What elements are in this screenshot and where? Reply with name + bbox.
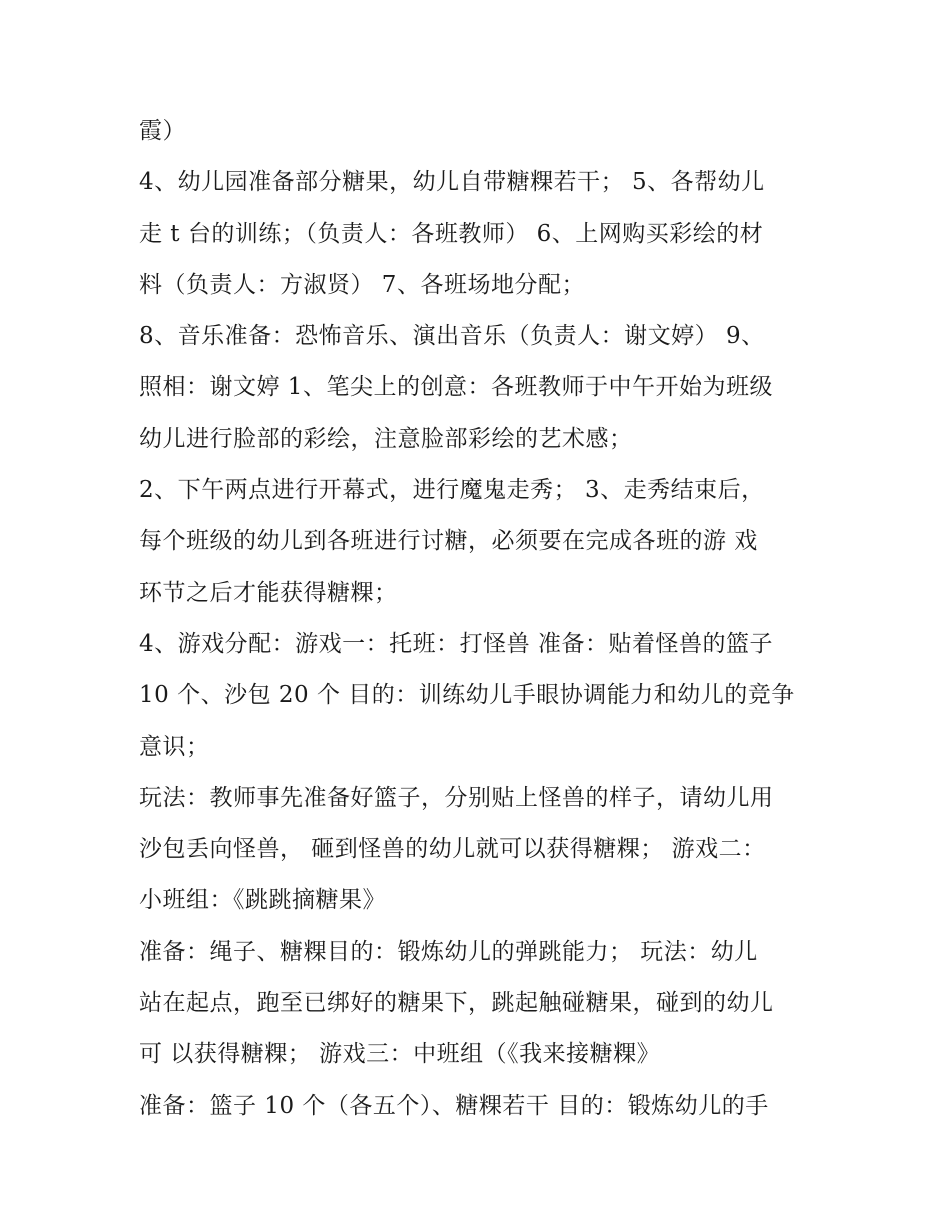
text-line: 准备：绳子、糖粿目的：锻炼幼儿的弹跳能力； 玩法：幼儿 — [139, 938, 758, 965]
text-line: 沙包丢向怪兽， 砸到怪兽的幼儿就可以获得糖粿； 游戏二： — [139, 836, 766, 863]
text-line: 幼儿进行脸部的彩绘，注意脸部彩绘的艺术感； — [139, 425, 633, 452]
text-line: 霞） — [139, 118, 186, 144]
text-line: 环节之后才能获得糖粿； — [139, 579, 398, 606]
text-line: 4、幼儿园准备部分糖果，幼儿自带糖粿若干； 5、各帮幼儿 — [139, 169, 765, 196]
text-line: 每个班级的幼儿到各班进行讨糖，必须要在完成各班的游 戏 — [139, 528, 758, 555]
text-line: 10 个、沙包 20 个 目的：训练幼儿手眼协调能力和幼儿的竞争 — [139, 682, 795, 709]
text-line: 走 t 台的训练；（负责人：各班教师） 6、上网购买彩绘的材 — [139, 220, 764, 247]
text-line: 意识； — [139, 733, 210, 760]
text-line: 料（负责人：方淑贤） 7、各班场地分配； — [139, 271, 585, 298]
document-body — [139, 106, 839, 1132]
text-line: 8、音乐准备：恐怖音乐、演出音乐（负责人：谢文婷） 9、 — [139, 323, 765, 350]
text-line: 站在起点，跑至已绑好的糖果下，跳起触碰糖果，碰到的幼儿 — [139, 990, 774, 1017]
text-line: 玩法：教师事先准备好篮子，分别贴上怪兽的样子，请幼儿用 — [139, 784, 774, 811]
text-line: 4、游戏分配：游戏一：托班：打怪兽 准备：贴着怪兽的篮子 — [139, 630, 773, 657]
text-line: 2、下午两点进行开幕式，进行魔鬼走秀； 3、走秀结束后， — [139, 477, 765, 504]
text-line: 小班组：《跳跳摘糖果》 — [139, 887, 386, 914]
text-line: 准备：篮子 10 个（各五个）、糖粿若干 目的：锻炼幼儿的手 — [139, 1092, 769, 1119]
text-line: 可 以获得糖粿； 游戏三：中班组（《我来接糖粿》 — [139, 1041, 661, 1068]
text-line: 照相：谢文婷 1、笔尖上的创意：各班教师于中午开始为班级 — [139, 374, 773, 401]
